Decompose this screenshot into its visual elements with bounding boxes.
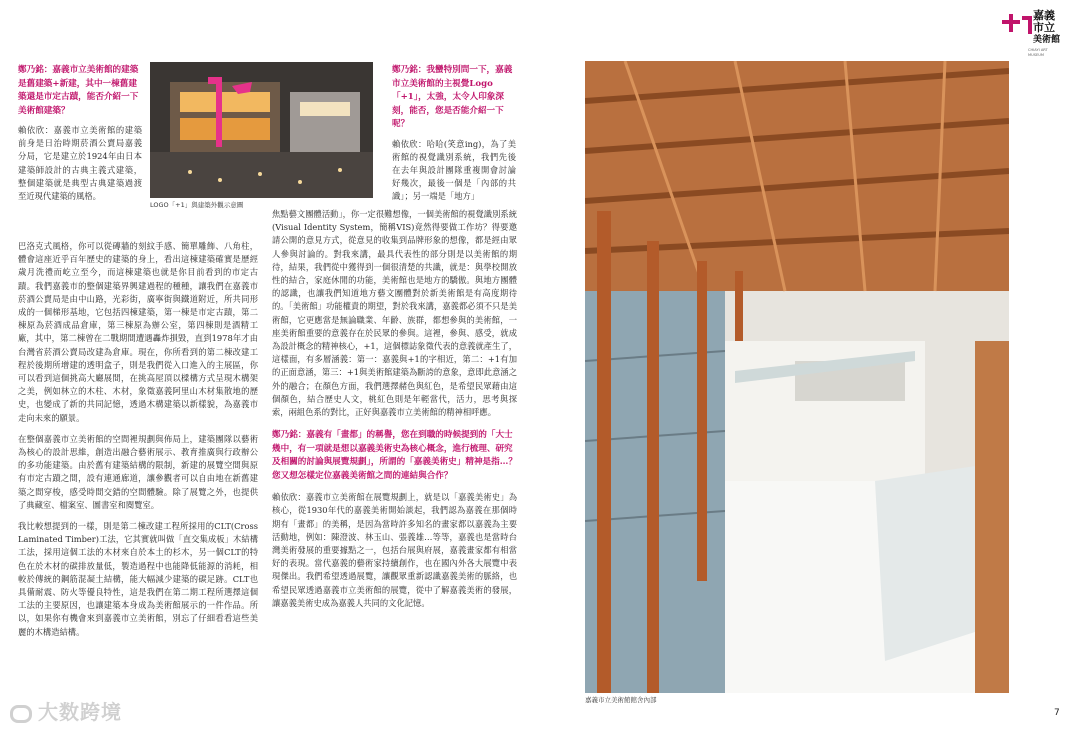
big-photo-caption: 嘉義市立美術館館舍內部 [585,696,657,704]
watermark: 大数跨境 [10,696,122,725]
question-logo: 鄭乃銘：我蠻特別問一下，嘉義市立美術館的主視覺Logo「+1」，太強，太令人印象深刻，能否，您是否能介紹一下呢？ [392,65,513,129]
small-photo-caption: LOGO「+1」與建築外觀示意圖 [150,201,244,209]
col2-block [392,64,516,204]
museum-interior-photo [585,61,1009,693]
answer-1: 賴依欣：嘉義市立美術館的建築前身是日治時期菸酒公賣局嘉義分局，它是建立於1924年由日本建築師設計的古典主義式建築，整個建築就是典型古典建築過渡至近現代建築的風格。 [18,125,142,202]
paragraph-clt: 我比較想提到的一樣，則是第二棟改建工程所採用的CLT(Cross Laminated Timber)工法，它其實就叫做「直交集成板」木結構工法，採用這個工法的木材來自於本土的杉木，另一個CLT的特色在於木材的碳排放量低，製造過程中也能降低能源的消耗，相較於傳統的鋼筋混凝土結構，能大幅減少建築的碳足跡。CLT也具備耐震、防火等優良特性，這是我們在第二期工程所選擇這個工法的主要原因，也讓建築本身成為美術館展示的一件作品。所以，如果你有機會來到嘉義市立美術館，別忘了仔細看看這些美麗的木構造結構。 [18,521,258,637]
col3-block [272,208,517,610]
col1-block [18,64,142,203]
logo-line-1: 嘉義 [1033,9,1055,22]
answer-logo: 賴依欣：哈哈(笑意ing)，為了美術館的視覺識別系統，我們先後在去年與設計團隊重複開會討論好幾次，最後一個是「內部的共識」；另一端是「地方」 [392,138,516,202]
logo-subtitle: CHIAYI ART MUSEUM [1028,48,1048,57]
wide-text-column [18,240,258,639]
page-number: 7 [1054,708,1060,718]
question-art-history: 鄭乃銘：嘉義有「畫都」的稱譽，您在到職的時候提到的「大士幾中，有一項就是想以嘉義美術史為核心概念，進行梳理、研究及相關的討論與展覽規劃」，所謂的「嘉義美術史」精神是指…？您又想怎樣定位嘉義美術館之間的連結與合作？ [272,430,517,481]
answer-art-history: 賴依欣：嘉義市立美術館在展覽規劃上，就是以「嘉義美術史」為核心，從1930年代的嘉義美術開始談起，我們認為嘉義在那個時期有「畫都」的美稱，是因為當時許多知名的畫家都以嘉義為主要活動地，例如：陳澄波、林玉山、張義雄…等等，嘉義也是當時台灣美術發展的重要據點之一，包括台展與府展，嘉義畫家都有相當好的表現。當代嘉義的藝術家持續創作，也在國內外各大展覽中表現傑出。我們希望透過展覽，讓觀眾重新認識嘉義美術的脈絡，也希望民眾透過嘉義市立美術館的展覽，從中了解嘉義美術的發展，讓嘉義美術史成為嘉義人共同的文化記憶。 [272,492,517,608]
museum-logo [1000,8,1060,60]
paragraph-vis: 焦點藝文團體活動」，你一定很難想像，一個美術館的視覺識別系統(Visual Identity System，簡稱VIS)竟然得要做工作坊？得要邀請公開的意見方式，從意見的收集到品牌形象的想像，都是經由眾人參與討論的。對我來講，最具代表性的部分則是以美術館的期待，結果，我們從中獲得到一個很清楚的共識，就是：與學校開放性的結合，家庭休閒的功能，美術館也是地方的驕傲。與地方團體的認識，也讓我們知道地方藝文團體對於新美術館是有高度期待的。「美術館」功能權責的期望，對於我來講，嘉義都必須不只是美術館，它更應當是無論職業、年齡、族群，都想參與的美術館，一座美術館重要的意義存在於民眾的參與。這裡，參與、感受，就成為設計概念的精神核心，+1，這個標誌象徵代表的意義就產生了，這樣面，有多層涵義：第一：嘉義與+1的字相近，第二：+1有加的正面意涵，第三：+1與美術館建築為斷誇的意象，意即此意涵之外的融合；在顏色方面，我們選擇赭色與紅色，是希望民眾藉由這個顏色，結合歷史人文，桃紅色則是年輕當代，活力，思考與探索，兩組色系的對比，正好與嘉義市立美術館的精神相呼應。 [272,209,517,418]
logo-line-2: 市立 [1033,21,1055,34]
watermark-icon [10,705,32,723]
logo-line-3: 美術館 [1033,35,1061,45]
paragraph-architecture: 巴洛克式風格，你可以從磚牆的刻紋手感、簡單雕飾、八角柱，體會這座近乎百年歷史的建築的身上，看出這棟建築確實是歷經歲月洗禮而屹立至今，而這棟建築也就是你目前看到的市定古蹟。我們嘉義市的整個建築界興建過程的種種，讓我們在嘉義市菸酒公賣局是由中山路，光彩街，廣寧街與鐵道附近，所共同形成的一個梯形基地，它包括四棟建築，第一棟是市定古蹟，第二棟原為菸酒成品倉庫，第三棟原為辦公室，第四棟則是酒精工廠，其中，第二棟曾在二戰期間遭遇轟炸損毀，直到1978年才由台灣省菸酒公賣局改建為倉庫。現在，你所看到的第二棟改建工程於後期所增建的透明盒子，則是我們從入口進入的主展區，你可以看到這個挑高大廳展間，在挑高屋頂以樑構方式呈現木構架之美，例如林立的木柱、木材，象徵嘉義阿里山木材集散地的歷史，也變成了新的共同記憶，透過木構建築以新樣貌，為嘉義市走向未來的願景。 [18,241,258,423]
building-night-photo [150,62,373,198]
question-1: 鄭乃銘：嘉義市立美術館的建築是舊建築+新建，其中一棟舊建築還是市定古蹟，能否介紹一下美術館建築？ [18,65,139,116]
paragraph-space: 在整個嘉義市立美術館的空間裡規劃與佈局上，建築團隊以藝術為核心的設計思維，創造出融合藝術展示、教育推廣與行政辦公的多功能建築。由於舊有建築結構的限制，新建的展覽空間與原有市定古蹟之間，設有連通廊道，讓參觀者可以自由地在新舊建築之間穿梭，感受時間交錯的空間體驗。除了展覽之外，也提供了典藏室、檔案室、圖書室和閱覽室。 [18,433,258,510]
